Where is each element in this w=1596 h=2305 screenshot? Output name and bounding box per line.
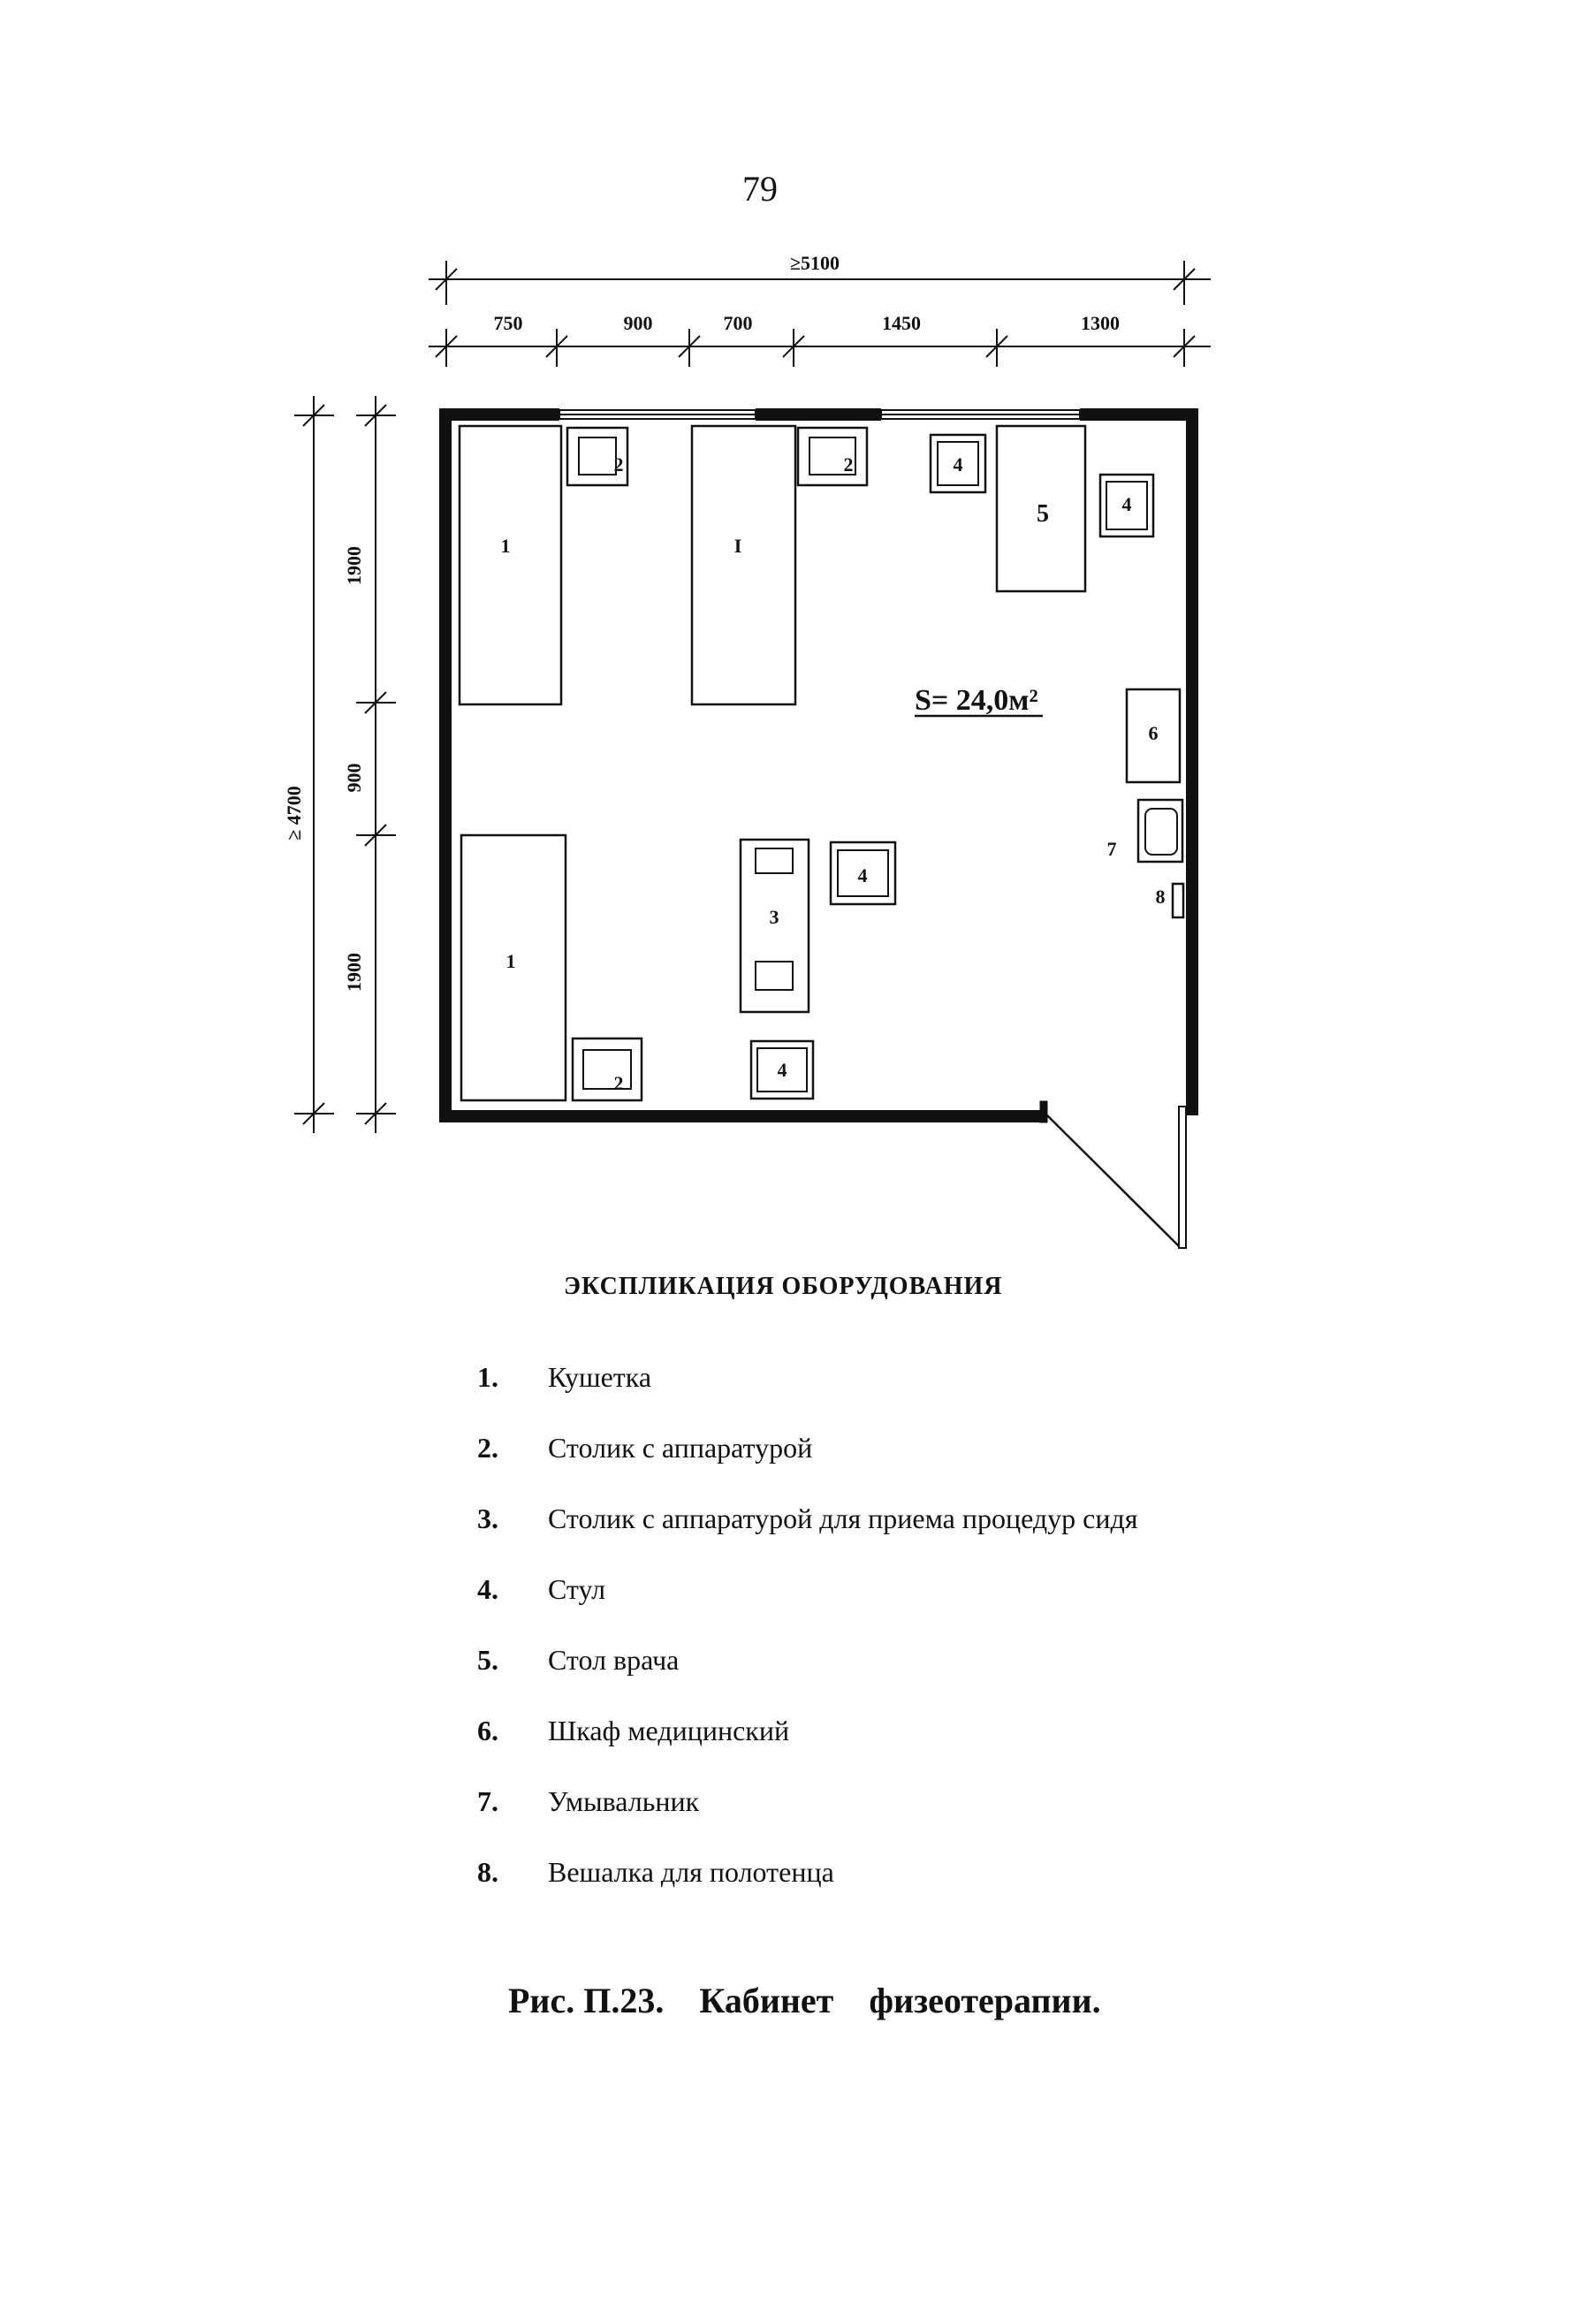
plan-item-label: 8 (1155, 886, 1166, 908)
dimension-height-segment: 900 (343, 763, 365, 793)
legend-item-number: 1. (477, 1361, 498, 1393)
plan-item-label: 6 (1148, 722, 1159, 744)
plan-item-label: 1 (500, 535, 511, 557)
legend-item (477, 1502, 1138, 1573)
legend-item-text: Вешалка для полотенца (548, 1856, 834, 1888)
legend-item-number: 2. (477, 1432, 498, 1464)
dimension-segment: 1450 (882, 312, 921, 334)
figure-caption (508, 1980, 1101, 2021)
plan-item-label: 1 (505, 950, 516, 972)
figure-number: Рис. П.23. (508, 1981, 665, 2020)
legend-item (477, 1856, 1138, 1927)
plan-item-label: 4 (1121, 493, 1132, 515)
legend-item-number: 8. (477, 1856, 498, 1888)
legend-item-text: Шкаф медицинский (548, 1715, 790, 1746)
legend-item (477, 1432, 1138, 1502)
legend-item-text: Умывальник (548, 1785, 700, 1817)
window (559, 410, 756, 419)
legend-item-number: 6. (477, 1715, 498, 1746)
dimension-segment: 900 (623, 312, 653, 334)
legend-item-text: Столик с аппаратурой (548, 1432, 813, 1464)
legend-item (477, 1785, 1138, 1856)
plan-item-label: 7 (1106, 838, 1117, 860)
equipment-table-2 (798, 428, 867, 485)
dimension-segment: 750 (493, 312, 523, 334)
caption-word: Кабинет (699, 1981, 834, 2020)
legend-item-text: Стол врача (548, 1644, 680, 1676)
door (1040, 1101, 1186, 1248)
legend-item-number: 5. (477, 1644, 498, 1676)
towel-rack (1173, 884, 1183, 917)
caption-word: физеотерапии. (869, 1981, 1101, 2020)
legend-item (477, 1361, 1138, 1432)
dimension-total-height-line (294, 396, 334, 1133)
legend-title: ЭКСПЛИКАЦИЯ ОБОРУДОВАНИЯ (564, 1273, 1003, 1300)
dimension-segment: 700 (723, 312, 753, 334)
legend-item (477, 1715, 1138, 1785)
legend-item-text: Кушетка (548, 1361, 652, 1393)
legend-item-text: Стул (548, 1573, 606, 1605)
plan-item-label: 4 (777, 1059, 787, 1081)
plan-item-label: 4 (953, 453, 963, 475)
plan-item-label: 2 (613, 1072, 624, 1094)
couch-1 (460, 426, 561, 704)
dimension-height-segment: 1900 (343, 546, 365, 585)
legend-item-number: 3. (477, 1502, 498, 1534)
page-number: 79 (742, 169, 778, 209)
legend-item-number: 7. (477, 1785, 498, 1817)
plan-item-label: I (733, 535, 742, 557)
legend-item-number: 4. (477, 1573, 498, 1605)
legend-item-text: Столик с аппаратурой для приема процедур сидя (548, 1502, 1138, 1534)
plan-item-label: 2 (613, 453, 624, 475)
room-area-label: S= 24,0м² (915, 684, 1038, 717)
dimension-height-segment: 1900 (343, 953, 365, 992)
plan-item-label: 2 (843, 453, 854, 475)
legend-item (477, 1573, 1138, 1644)
couch-2 (692, 426, 795, 704)
legend-item (477, 1644, 1138, 1715)
dimension-total-width: ≥5100 (789, 252, 840, 274)
equipment-legend (477, 1361, 1138, 1927)
dimension-total-height: ≥ 4700 (283, 786, 305, 841)
dimension-segment: 1300 (1081, 312, 1120, 334)
plan-item-label: 3 (769, 906, 779, 928)
dimension-segments-line (429, 329, 1211, 367)
plan-item-label: 5 (1037, 500, 1049, 528)
window (881, 410, 1080, 419)
plan-item-label: 4 (857, 864, 868, 886)
